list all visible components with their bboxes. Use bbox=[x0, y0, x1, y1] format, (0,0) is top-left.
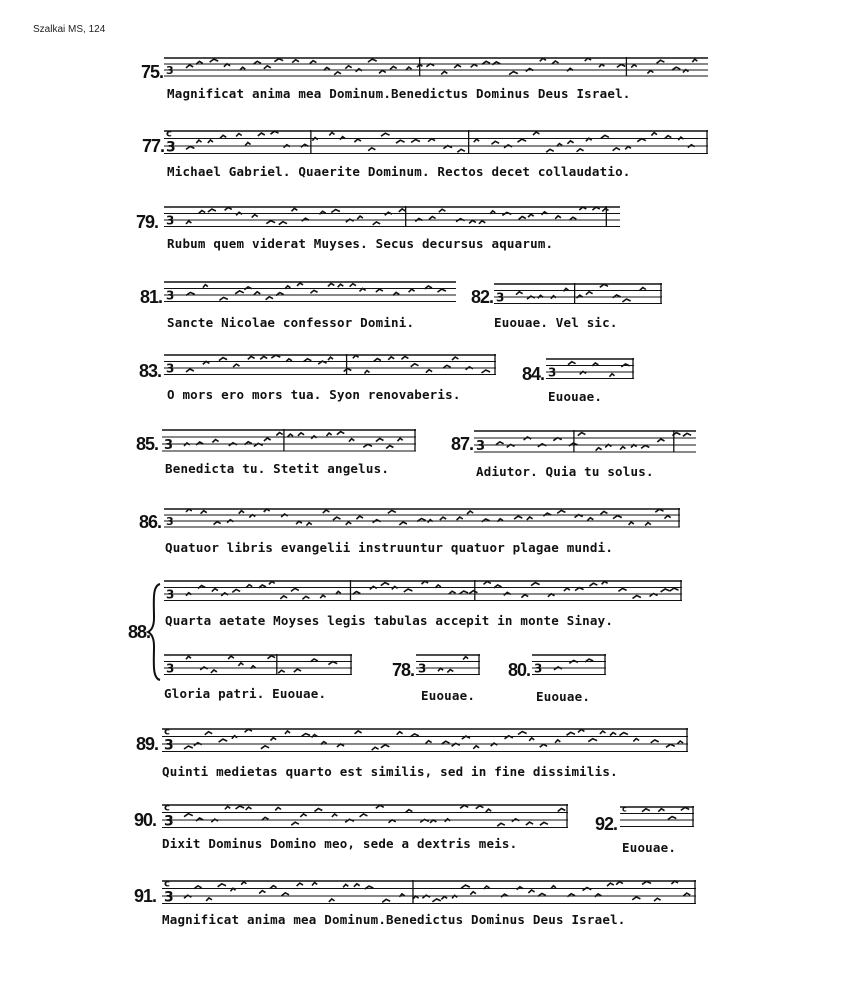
svg-text:3: 3 bbox=[164, 813, 174, 830]
music-staff bbox=[162, 880, 696, 910]
svg-text:3: 3 bbox=[166, 361, 175, 376]
chant-number: 92. bbox=[595, 814, 618, 834]
chant-number: 85. bbox=[136, 434, 159, 454]
chant-text: Magnificat anima mea Dominum.Benedictus Dominus Deus Israel. bbox=[167, 86, 631, 101]
chant-number: 83. bbox=[139, 361, 162, 381]
chant-number: 75. bbox=[141, 62, 164, 82]
chant-text: O mors ero mors tua. Syon renovaberis. bbox=[167, 387, 461, 402]
music-staff bbox=[494, 283, 662, 309]
chant-text: Adiutor. Quia tu solus. bbox=[476, 464, 654, 479]
chant-text: Rubum quem viderat Muyses. Secus decursus aquarum. bbox=[167, 236, 554, 251]
chant-number: 80. bbox=[508, 660, 531, 680]
music-staff bbox=[546, 358, 634, 384]
svg-text:3: 3 bbox=[418, 661, 427, 676]
chant-number: 87. bbox=[451, 434, 474, 454]
svg-text:c: c bbox=[164, 802, 170, 814]
music-staff bbox=[164, 354, 496, 380]
chant-text: Euouae. bbox=[421, 688, 476, 703]
music-staff bbox=[162, 804, 568, 834]
chant-number: 86. bbox=[139, 512, 162, 532]
chant-text: Sancte Nicolae confessor Domini. bbox=[167, 315, 415, 330]
chant-text: Quarta aetate Moyses legis tabulas accepit in monte Sinay. bbox=[165, 613, 614, 628]
svg-text:3: 3 bbox=[164, 889, 174, 906]
music-staff bbox=[164, 580, 682, 606]
chant-text: Quatuor libris evangelii instruuntur quatuor plagae mundi. bbox=[165, 540, 614, 555]
chant-text: Euouae. bbox=[548, 389, 603, 404]
chant-number: 78. bbox=[392, 660, 415, 680]
chant-number: 81. bbox=[140, 287, 163, 307]
music-staff bbox=[164, 130, 708, 160]
chant-number: 77. bbox=[142, 136, 165, 156]
chant-number: 89. bbox=[136, 734, 159, 754]
music-staff bbox=[164, 654, 352, 680]
svg-text:3: 3 bbox=[166, 661, 175, 676]
svg-text:3: 3 bbox=[534, 661, 543, 676]
svg-text:c: c bbox=[166, 128, 172, 140]
svg-text:3: 3 bbox=[166, 139, 176, 156]
chant-text: Dixit Dominus Domino meo, sede a dextris meis. bbox=[162, 836, 518, 851]
music-staff bbox=[164, 57, 708, 81]
svg-text:3: 3 bbox=[166, 213, 175, 228]
chant-number-88: 88. bbox=[128, 622, 151, 642]
music-staff bbox=[164, 508, 680, 532]
music-staff bbox=[620, 806, 694, 832]
chant-text: Magnificat anima mea Dominum.Benedictus Dominus Deus Israel. bbox=[162, 912, 626, 927]
svg-text:3: 3 bbox=[164, 438, 174, 453]
svg-text:c: c bbox=[164, 878, 170, 890]
svg-text:3: 3 bbox=[166, 288, 175, 303]
music-staff bbox=[474, 430, 696, 458]
svg-text:3: 3 bbox=[548, 365, 557, 380]
page-header: Szalkai MS, 124 bbox=[33, 24, 106, 35]
svg-text:3: 3 bbox=[164, 737, 174, 754]
svg-text:3: 3 bbox=[166, 515, 174, 528]
svg-text:3: 3 bbox=[166, 587, 175, 602]
svg-text:c: c bbox=[622, 804, 627, 814]
chant-number: 90. bbox=[134, 810, 157, 830]
svg-text:3: 3 bbox=[166, 64, 174, 77]
chant-number: 84. bbox=[522, 364, 545, 384]
chant-text: Gloria patri. Euouae. bbox=[164, 686, 327, 701]
chant-number: 79. bbox=[136, 212, 159, 232]
svg-text:3: 3 bbox=[496, 290, 505, 305]
chant-text: Benedicta tu. Stetit angelus. bbox=[165, 461, 390, 476]
chant-number: 82. bbox=[471, 287, 494, 307]
music-staff bbox=[532, 654, 606, 680]
chant-text: Quinti medietas quarto est similis, sed in fine dissimilis. bbox=[162, 764, 618, 779]
music-staff bbox=[416, 654, 480, 680]
chant-text: Euouae. Vel sic. bbox=[494, 315, 618, 330]
svg-text:c: c bbox=[164, 726, 170, 738]
music-staff bbox=[162, 429, 416, 457]
chant-text: Euouae. bbox=[622, 840, 677, 855]
chant-text: Euouae. bbox=[536, 689, 591, 704]
music-staff bbox=[164, 206, 620, 232]
music-staff bbox=[164, 281, 456, 307]
chant-number: 91. bbox=[134, 886, 157, 906]
music-staff bbox=[162, 728, 688, 758]
svg-text:3: 3 bbox=[476, 439, 486, 454]
chant-text: Michael Gabriel. Quaerite Dominum. Rectos decet collaudatio. bbox=[167, 164, 631, 179]
